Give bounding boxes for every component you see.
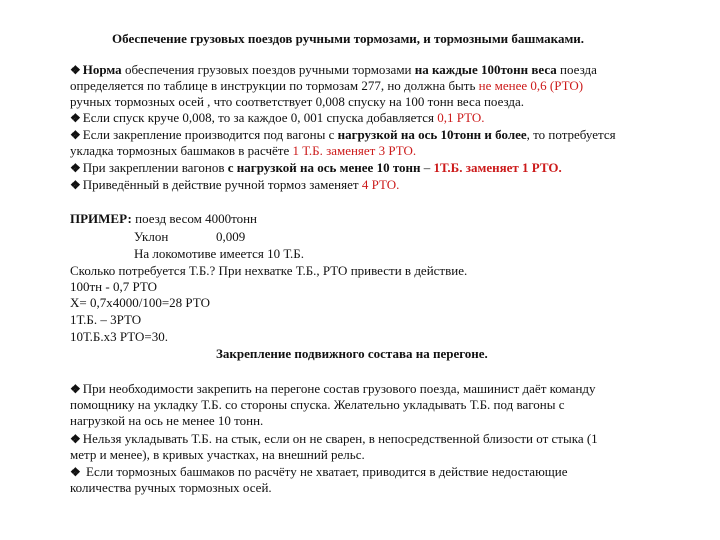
slope-text: Если спуск круче 0,008, то за каждое 0, 001 спуска добавляется — [82, 110, 438, 125]
norm-line-3: ручных тормозных осей , что соответствует 0,008 спуску на 100 тонн веса поезда. — [70, 94, 525, 109]
example-slope-value: 0,009 — [216, 229, 246, 244]
slope-line — [70, 110, 485, 126]
example-calc-4: 10Т.Б.х3 РТО=30. — [70, 329, 168, 344]
active-value: 4 РТО. — [361, 177, 400, 192]
section-2-title: Закрепление подвижного состава на перегоне. — [216, 346, 488, 361]
light-load: с нагрузкой на ось менее 10 тонн — [227, 160, 421, 175]
active-line — [70, 177, 399, 193]
slope-increment: 0,1 РТО. — [437, 110, 485, 125]
example-train: поезд весом 4000тонн — [131, 211, 257, 226]
light-text: При закреплении вагонов — [82, 160, 228, 175]
p3-line-1 — [70, 464, 568, 480]
p3-line-2: количества ручных тормозных осей. — [70, 480, 272, 495]
example-calc-1: 100тн - 0,7 РТО — [70, 279, 158, 294]
heavy-text-end: , то потребуется — [526, 127, 616, 142]
diamond-bullet-icon: ❖ — [70, 128, 81, 142]
norm-rule-text: определяется по таблице в инструкции по тормозам 277, но должна быть — [70, 78, 479, 93]
norm-per-100t: на каждые 100тонн веса — [414, 62, 557, 77]
norm-term: Норма — [82, 62, 122, 77]
diamond-bullet-icon: ❖ — [70, 382, 81, 396]
p2-line-2: метр и менее), в кривых участках, на внешний рельс. — [70, 447, 365, 462]
light-line — [70, 160, 562, 176]
diamond-bullet-icon: ❖ — [70, 465, 81, 479]
p1-text: При необходимости закрепить на перегоне состав грузового поезда, машинист даёт команду — [82, 381, 596, 396]
example-header — [70, 211, 257, 227]
p3-text: Если тормозных башмаков по расчёту не хватает, приводится в действие недостающие — [82, 464, 568, 479]
heavy-text: Если закрепление производится под вагоны с — [82, 127, 338, 142]
p1-line-1 — [70, 381, 596, 397]
heavy-ratio: 1 Т.Б. заменяет 3 РТО. — [292, 143, 417, 158]
norm-text-end: поезда — [556, 62, 597, 77]
example-loco: На локомотиве имеется 10 Т.Б. — [134, 246, 304, 261]
example-slope-label: Уклон — [134, 229, 169, 244]
p1-line-2: помощнику на укладку Т.Б. со стороны спуска. Желательно укладывать Т.Б. под вагоны с — [70, 397, 565, 412]
light-dash: – — [420, 160, 434, 175]
diamond-bullet-icon: ❖ — [70, 178, 81, 192]
p2-line-1 — [70, 431, 598, 447]
diamond-bullet-icon: ❖ — [70, 111, 81, 125]
heavy-rule-text: укладка тормозных башмаков в расчёте — [70, 143, 293, 158]
norm-text: обеспечения грузовых поездов ручными тормозами — [121, 62, 415, 77]
example-label: ПРИМЕР: — [70, 211, 132, 226]
heavy-load: нагрузкой на ось 10тонн и более — [337, 127, 527, 142]
active-text: Приведённый в действие ручной тормоз заменяет — [82, 177, 362, 192]
page-title: Обеспечение грузовых поездов ручными тормозами, и тормозными башмаками. — [112, 31, 585, 46]
norm-line-2 — [70, 78, 583, 94]
example-calc-3: 1Т.Б. – 3РТО — [70, 312, 142, 327]
p2-text: Нельзя укладывать Т.Б. на стык, если он не сварен, в непосредственной близости от стыка (1 — [82, 431, 598, 446]
light-ratio: 1Т.Б. заменяет 1 РТО. — [433, 160, 562, 175]
p1-line-3: нагрузкой на ось не менее 10 тонн. — [70, 413, 264, 428]
diamond-bullet-icon: ❖ — [70, 63, 81, 77]
heavy-line-2 — [70, 143, 416, 159]
example-calc-2: X= 0,7х4000/100=28 РТО — [70, 295, 210, 310]
norm-minimum: не менее 0,6 (РТО) — [478, 78, 584, 93]
heavy-line-1 — [70, 127, 616, 143]
norm-line-1 — [70, 62, 597, 78]
diamond-bullet-icon: ❖ — [70, 432, 81, 446]
diamond-bullet-icon: ❖ — [70, 161, 81, 175]
example-question: Сколько потребуется Т.Б.? При нехватке Т.Б., РТО привести в действие. — [70, 263, 468, 278]
